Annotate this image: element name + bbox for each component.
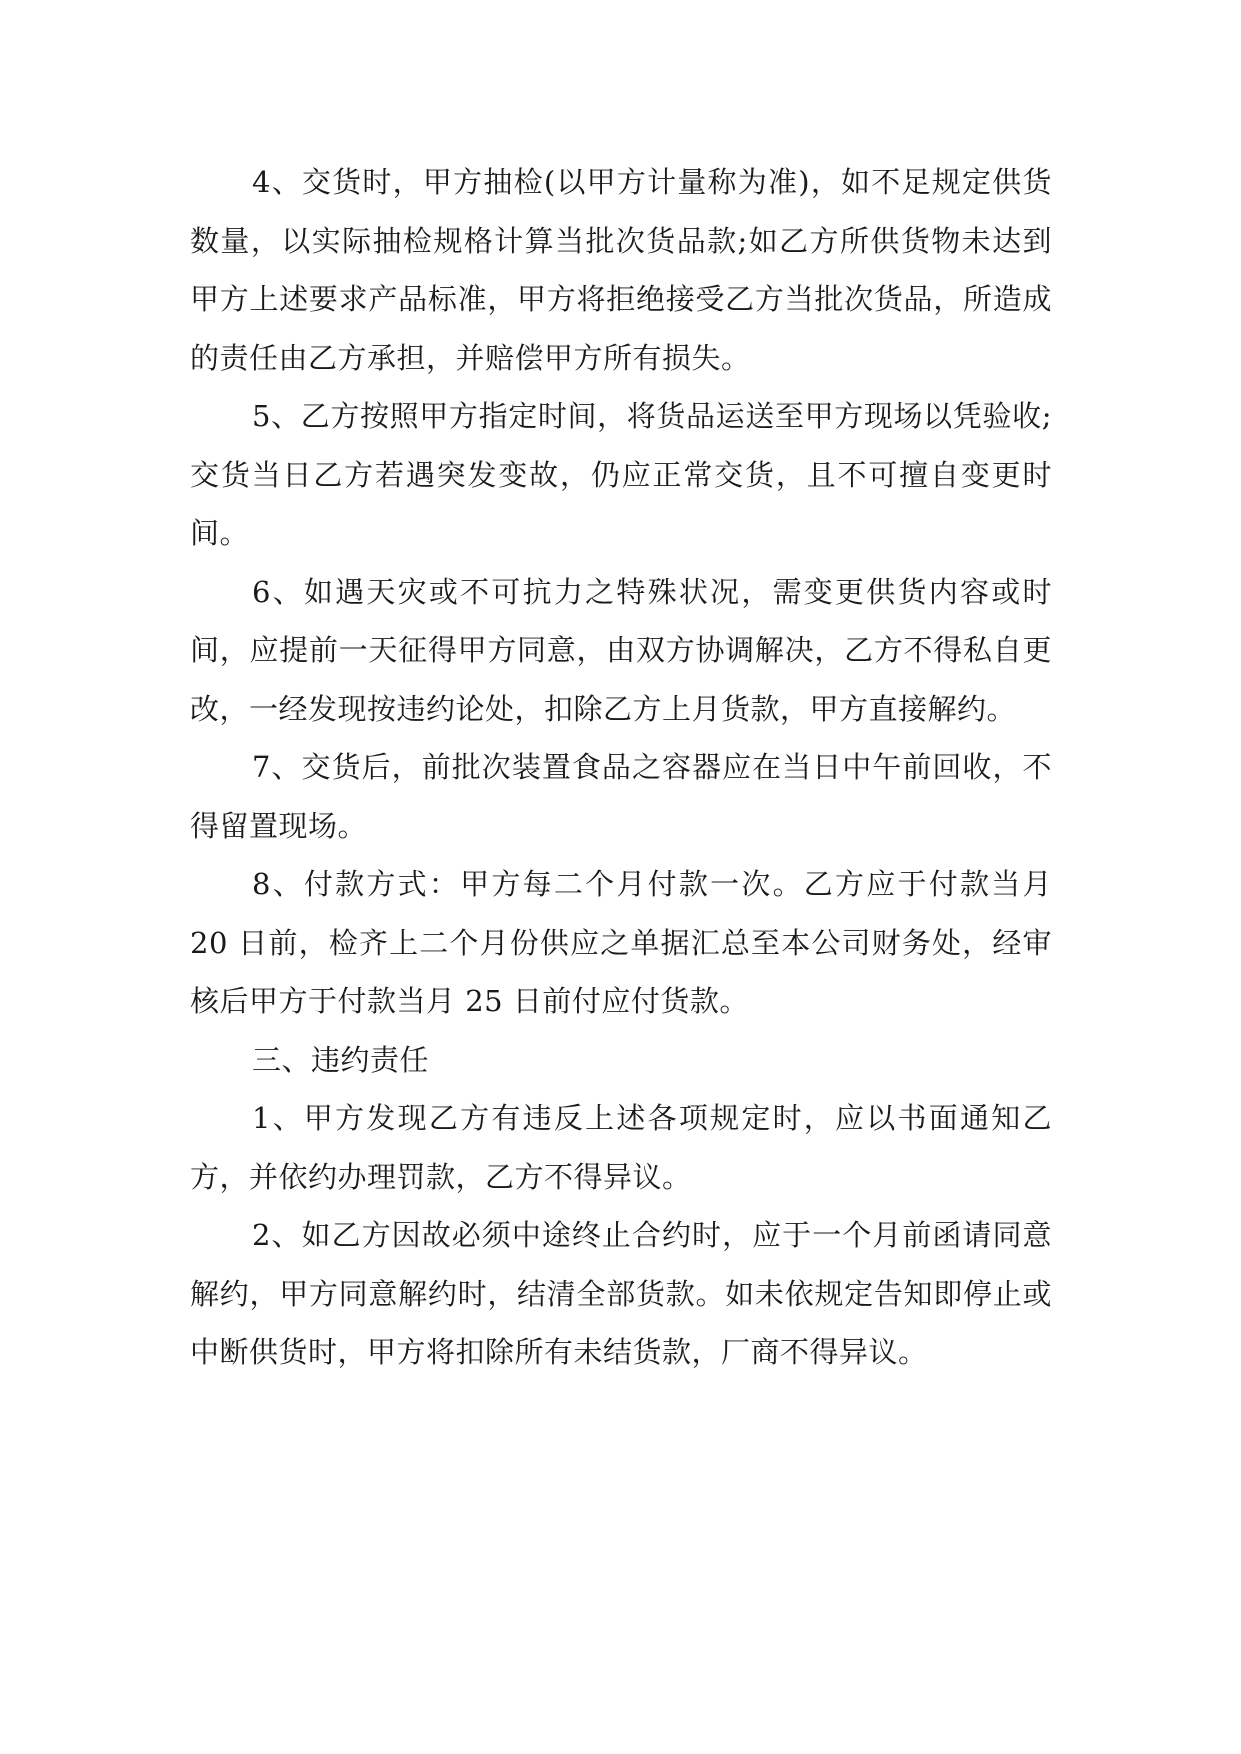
clause-7-paragraph: 7、交货后，前批次装置食品之容器应在当日中午前回收，不得留置现场。	[190, 750, 1052, 843]
breach-clause-1-paragraph: 1、甲方发现乙方有违反上述各项规定时，应以书面通知乙方，并依约办理罚款，乙方不得异议。	[190, 1101, 1052, 1194]
clause-8-paragraph: 8、付款方式：甲方每二个月付款一次。乙方应于付款当月 20 日前，检齐上二个月份供应之单据汇总至本公司财务处，经审核后甲方于付款当月 25 日前付应付货款。	[190, 867, 1052, 1018]
document-body	[190, 153, 1052, 1382]
section-heading-breach-liability: 三、违约责任	[252, 1042, 430, 1077]
clause-6-paragraph: 6、如遇天灾或不可抗力之特殊状况，需变更供货内容或时间，应提前一天征得甲方同意，由双方协调解决，乙方不得私自更改，一经发现按违约论处，扣除乙方上月货款，甲方直接解约。	[190, 574, 1052, 726]
clause-4-paragraph: 4、交货时，甲方抽检(以甲方计量称为准)，如不足规定供货数量，以实际抽检规格计算当批次货品款;如乙方所供货物未达到甲方上述要求产品标准，甲方将拒绝接受乙方当批次货品，所造成的责任由乙方承担，并赔偿甲方所有损失。	[190, 165, 1052, 375]
clause-5-paragraph: 5、乙方按照甲方指定时间，将货品运送至甲方现场以凭验收;交货当日乙方若遇突发变故，仍应正常交货，且不可擅自变更时间。	[190, 399, 1052, 550]
breach-clause-2-paragraph: 2、如乙方因故必须中途终止合约时，应于一个月前函请同意解约，甲方同意解约时，结清全部货款。如未依规定告知即停止或中断供货时，甲方将扣除所有未结货款，厂商不得异议。	[190, 1218, 1052, 1369]
